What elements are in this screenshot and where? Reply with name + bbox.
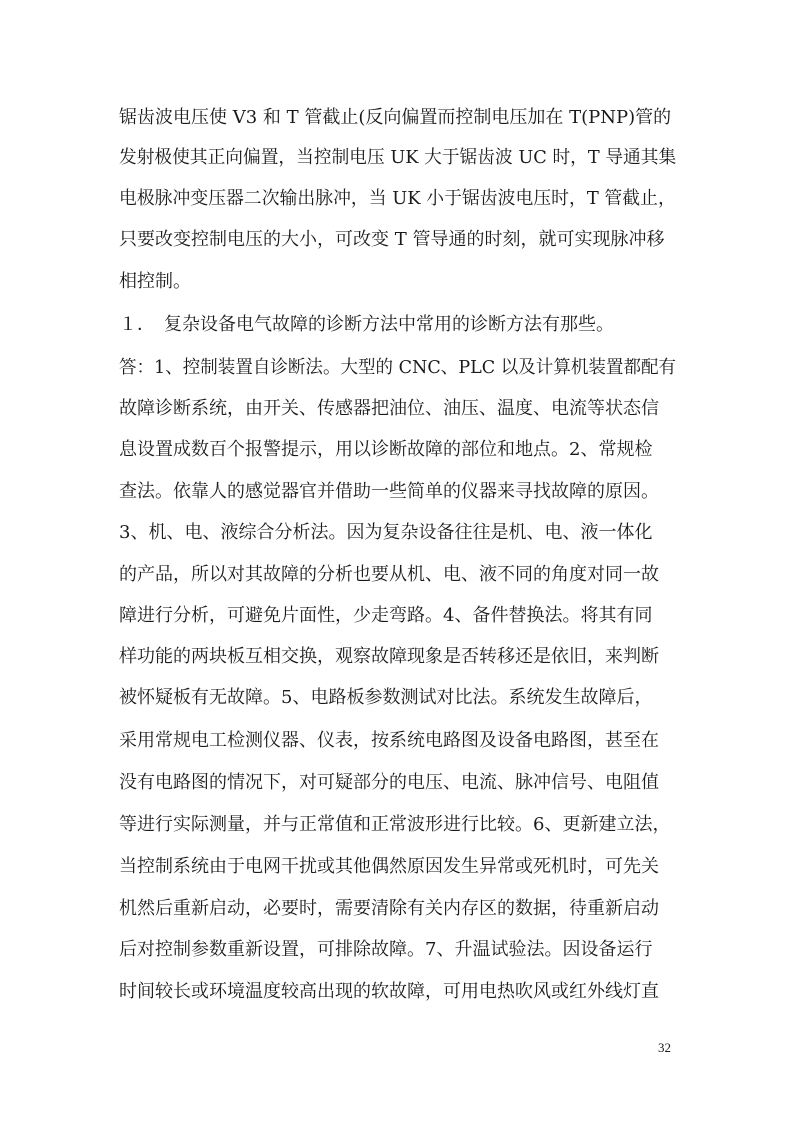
text-line: 没有电路图的情况下，对可疑部分的电压、电流、脉冲信号、电阻值 <box>119 772 659 793</box>
text-line: 故障诊断系统，由开关、传感器把油位、油压、温度、电流等状态信 <box>119 398 659 419</box>
text-line: 锯齿波电压使 V3 和 T 管截止(反向偏置而控制电压加在 T(PNP)管的 <box>119 107 672 128</box>
page-number: 32 <box>658 1040 671 1055</box>
text-line: 3、机、电、液综合分析法。因为复杂设备往往是机、电、液一体化 <box>119 522 653 543</box>
text-line: 样功能的两块板互相交换，观察故障现象是否转移还是依旧，来判断 <box>119 646 659 667</box>
text-line: 发射极使其正向偏置，当控制电压 UK 大于锯齿波 UC 时，T 导通其集 <box>119 147 677 168</box>
text-line: 息设置成数百个报警提示，用以诊断故障的部位和地点。2、常规检 <box>119 439 653 460</box>
text-line: 时间较长或环境温度较高出现的软故障，可用电热吹风或红外线灯直 <box>119 981 659 1002</box>
text-line: 采用常规电工检测仪器、仪表，按系统电路图及设备电路图，甚至在 <box>119 730 659 751</box>
text-line: 相控制。 <box>119 271 191 292</box>
text-line: 后对控制参数重新设置，可排除故障。7、升温试验法。因设备运行 <box>119 939 653 960</box>
text-line: 等进行实际测量，并与正常值和正常波形进行比较。6、更新建立法， <box>119 814 671 835</box>
text-line: 的产品，所以对其故障的分析也要从机、电、液不同的角度对同一故 <box>119 564 659 585</box>
text-line: 只要改变控制电压的大小，可改变 T 管导通的时刻，就可实现脉冲移 <box>119 229 665 250</box>
text-line: 电极脉冲变压器二次输出脉冲，当 UK 小于锯齿波电压时，T 管截止， <box>119 188 676 209</box>
question-heading: １． 复杂设备电气故障的诊断方法中常用的诊断方法有那些。 <box>119 314 614 335</box>
text-line: 查法。依靠人的感觉器官并借助一些简单的仪器来寻找故障的原因。 <box>119 481 659 502</box>
text-line: 答：1、控制装置自诊断法。大型的 CNC、PLC 以及计算机装置都配有 <box>119 357 677 378</box>
text-line: 当控制系统由于电网干扰或其他偶然原因发生异常或死机时，可先关 <box>119 856 659 877</box>
text-line: 障进行分析，可避免片面性，少走弯路。4、备件替换法。将其有同 <box>119 605 653 626</box>
text-line: 机然后重新启动，必要时，需要清除有关内存区的数据，待重新启动 <box>119 898 659 919</box>
text-line: 被怀疑板有无故障。5、电路板参数测试对比法。系统发生故障后， <box>119 687 653 708</box>
